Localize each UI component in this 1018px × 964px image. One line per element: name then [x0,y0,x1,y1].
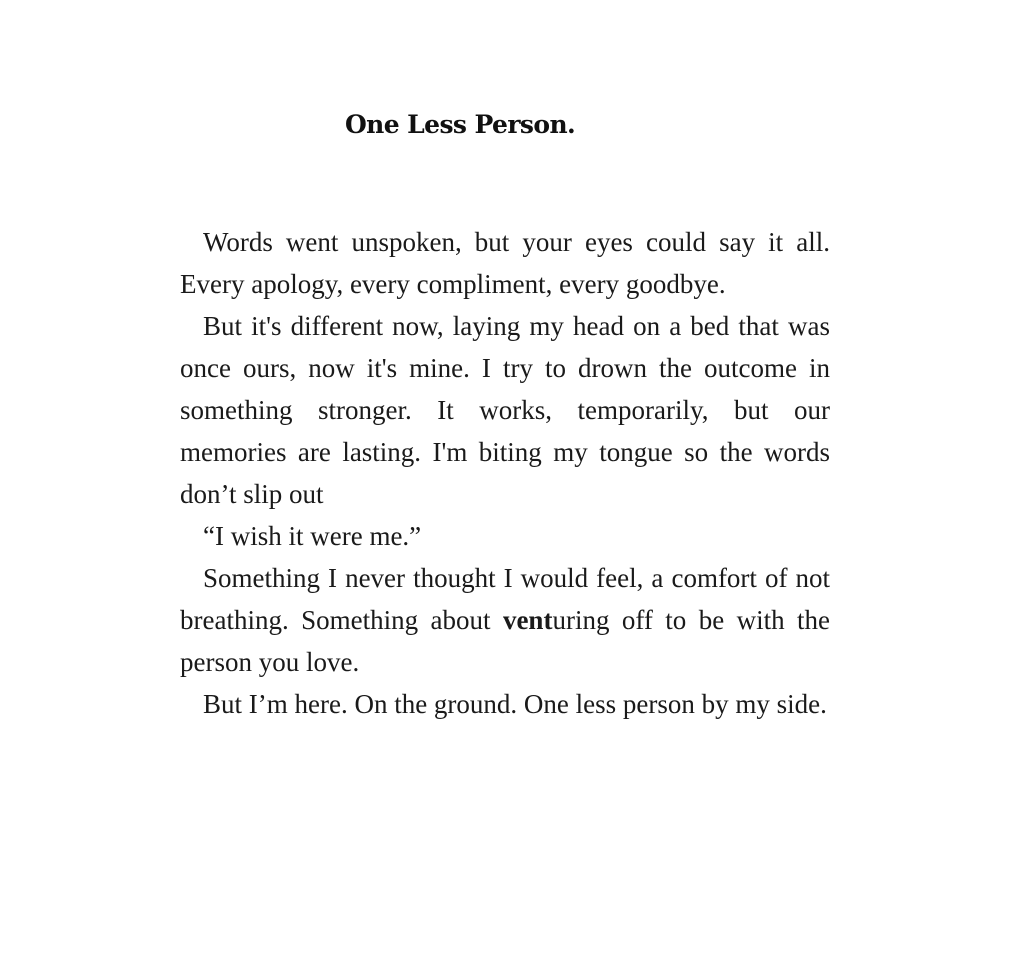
poem-body [180,221,830,725]
emphasized-text: vent [502,605,553,635]
paragraph-4-text-start: Something I never thought I would feel, a comfort of not breathing. Something about [180,563,830,635]
paragraph-5: But I’m here. On the ground. One less person by my side. [203,689,827,719]
paragraph-1: Words went unspoken, but your eyes could say it all. Every apology, every compliment, every goodbye. [180,227,830,299]
paragraph-4-text-end: uring off to be with the person you love. [180,605,830,677]
paragraph-2: But it's different now, laying my head on a bed that was once ours, now it's mine. I try to drown the outcome in something stronger. It works, temporarily, but our memories are lasting. I'm biting my tongue so the words don’t slip out [180,311,830,509]
paragraph-3-quote: “I wish it were me.” [203,521,422,551]
paragraph-4 [180,557,830,683]
page-title: One Less Person. [345,110,576,139]
